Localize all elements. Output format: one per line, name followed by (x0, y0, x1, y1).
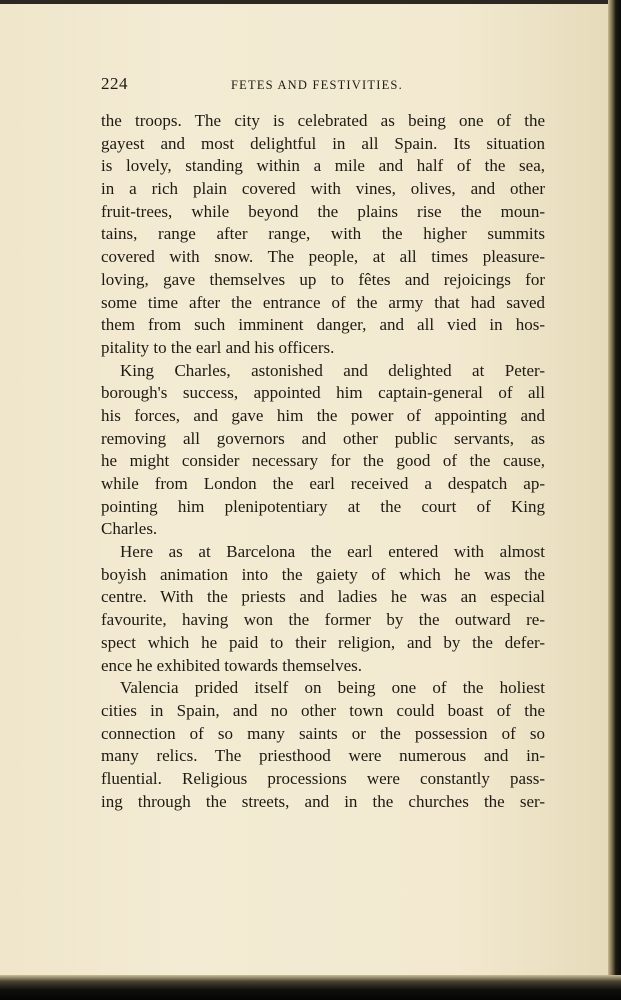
text-line: pointing him plenipotentiary at the court of King (101, 496, 545, 516)
text-line: connection of so many saints or the possession of so (101, 723, 545, 743)
text-line: pitality to the earl and his officers. (101, 337, 335, 357)
text-line: removing all governors and other public servants, as (101, 428, 545, 448)
text-line: fluential. Religious processions were constantly pass- (101, 768, 545, 788)
text-line: ence he exhibited towards themselves. (101, 655, 363, 675)
text-line: covered with snow. The people, at all times pleasure- (101, 247, 545, 267)
paragraph-1 (101, 110, 545, 360)
text-line: fruit-trees, while beyond the plains rise the moun- (101, 201, 545, 221)
page-bottom-edge (0, 975, 621, 1000)
body-text (101, 110, 545, 813)
text-line: he might consider necessary for the good of the cause, (101, 451, 545, 471)
text-line: centre. With the priests and ladies he was an especial (101, 587, 545, 607)
text-line: Valencia prided itself on being one of the holiest (120, 678, 545, 698)
text-line: gayest and most delightful in all Spain. Its situation (101, 133, 545, 153)
text-line: boyish animation into the gaiety of which he was the (101, 564, 545, 584)
text-line: many relics. The priesthood were numerous and in- (101, 746, 545, 766)
text-line: the troops. The city is celebrated as being one of the (101, 111, 545, 130)
running-head: FETES AND FESTIVITIES. (231, 78, 403, 92)
text-line: ing through the streets, and in the churches the ser- (101, 791, 545, 811)
text-line: while from London the earl received a despatch ap- (101, 474, 545, 493)
book-spine-edge (608, 0, 621, 1000)
paragraph-2 (101, 360, 545, 542)
text-line: is lovely, standing within a mile and half of the sea, (101, 156, 545, 176)
text-line: spect which he paid to their religion, and by the defer- (101, 632, 545, 652)
text-line: them from such imminent danger, and all vied in hos- (101, 315, 545, 335)
text-line: his forces, and gave him the power of appointing and (101, 405, 545, 425)
paragraph-3 (101, 541, 545, 677)
text-line: tains, range after range, with the higher summits (101, 224, 545, 244)
page-top-edge (0, 0, 621, 4)
text-line: King Charles, astonished and delighted at Peter- (120, 360, 545, 380)
text-line: favourite, having won the former by the outward re- (101, 610, 545, 630)
page-header (101, 74, 545, 98)
page-number: 224 (101, 74, 128, 93)
text-line: some time after the entrance of the army that had saved (101, 292, 545, 312)
text-line: cities in Spain, and no other town could boast of the (101, 700, 545, 720)
paragraph-4 (101, 677, 545, 813)
text-line: in a rich plain covered with vines, olives, and other (101, 179, 545, 199)
text-line: Here as at Barcelona the earl entered with almost (120, 542, 545, 562)
text-line: Charles. (101, 519, 158, 539)
text-line: loving, gave themselves up to fêtes and rejoicings for (101, 269, 545, 289)
text-line: borough's success, appointed him captain-general of all (101, 383, 545, 403)
